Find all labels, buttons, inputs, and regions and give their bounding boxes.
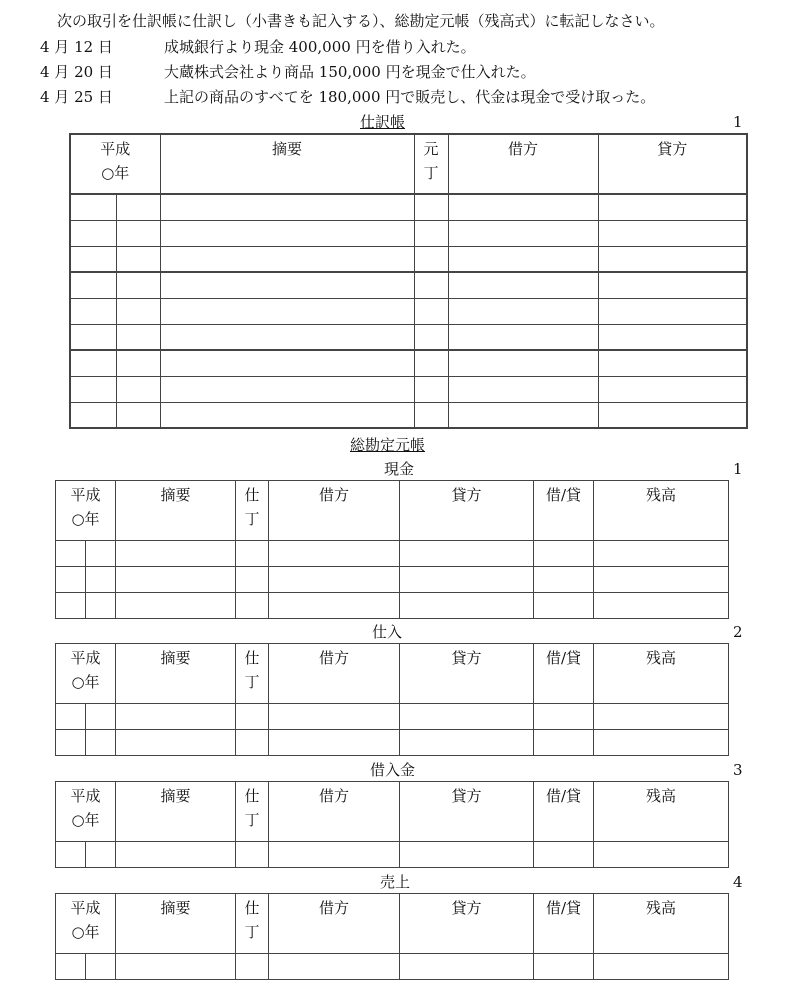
credit-cell[interactable] [400,567,534,593]
ledger-header-dr-cr: 借/貸 [534,894,594,954]
ref-cell[interactable] [414,402,448,428]
ledger-row [56,567,729,593]
month-cell[interactable] [70,194,116,220]
dr-cr-cell[interactable] [534,730,594,756]
dr-cr-cell[interactable] [534,567,594,593]
ledger-header-credit: 貸方 [400,782,534,842]
balance-cell[interactable] [594,541,729,567]
journal-header-credit: 貸方 [598,134,747,194]
account-name-cash: 現金 [384,460,415,478]
day-cell[interactable] [116,246,160,272]
ledger-row [56,842,729,868]
journal-header-debit: 借方 [448,134,598,194]
credit-cell[interactable] [598,402,747,428]
ledger-header-ref: 仕 丁 [236,644,269,704]
account-page-number: 2 [733,623,743,641]
day-cell[interactable] [86,704,116,730]
day-cell[interactable] [116,350,160,376]
ledger-header-summary: 摘要 [116,894,236,954]
month-cell[interactable] [56,567,86,593]
ledger-header-dr-cr: 借/貸 [534,782,594,842]
journal-row [70,298,747,324]
month-cell[interactable] [70,246,116,272]
ledger-header-ref: 仕 丁 [236,894,269,954]
transaction-text: 大蔵株式会社より商品 150,000 円を現金で仕入れた。 [164,63,536,81]
month-cell[interactable] [56,541,86,567]
ledger-row [56,730,729,756]
journal-row [70,376,747,402]
ref-cell[interactable] [414,246,448,272]
account-name-borrowings: 借入金 [370,761,416,779]
debit-cell[interactable] [448,324,598,350]
summary-cell[interactable] [116,842,236,868]
ledger-header-summary: 摘要 [116,644,236,704]
month-cell[interactable] [56,593,86,619]
ledger-table-cash [55,480,729,619]
credit-cell[interactable] [598,376,747,402]
summary-cell[interactable] [160,324,414,350]
month-cell[interactable] [70,350,116,376]
debit-cell[interactable] [448,376,598,402]
ref-cell[interactable] [236,954,269,980]
credit-cell[interactable] [598,220,747,246]
ledger-header-debit: 借方 [269,894,400,954]
debit-cell[interactable] [269,541,400,567]
summary-cell[interactable] [116,541,236,567]
balance-cell[interactable] [594,593,729,619]
ledger-header-summary: 摘要 [116,481,236,541]
ledger-header-credit: 貸方 [400,644,534,704]
ledger-header-debit: 借方 [269,782,400,842]
ref-cell[interactable] [414,220,448,246]
credit-cell[interactable] [598,272,747,298]
account-page-number: 3 [733,761,743,779]
journal-row [70,350,747,376]
month-cell[interactable] [70,298,116,324]
ledger-header-debit: 借方 [269,644,400,704]
ledger-header-balance: 残高 [594,782,729,842]
summary-cell[interactable] [160,220,414,246]
journal-header-summary: 摘要 [160,134,414,194]
transaction-line [40,88,655,106]
account-name-purchases: 仕入 [372,623,403,641]
transaction-date: 4 月 25 日 [40,88,113,106]
day-cell[interactable] [116,402,160,428]
ledger-header-credit: 貸方 [400,894,534,954]
month-cell[interactable] [56,842,86,868]
day-cell[interactable] [116,272,160,298]
summary-cell[interactable] [116,704,236,730]
debit-cell[interactable] [269,954,400,980]
day-cell[interactable] [86,541,116,567]
debit-cell[interactable] [269,593,400,619]
journal-table [69,133,748,429]
account-page-number: 4 [733,873,743,891]
ledger-row [56,541,729,567]
account-page-number: 1 [733,460,743,478]
summary-cell[interactable] [116,730,236,756]
ref-cell[interactable] [236,704,269,730]
journal-row [70,402,747,428]
debit-cell[interactable] [269,730,400,756]
transaction-date: 4 月 20 日 [40,63,113,81]
balance-cell[interactable] [594,704,729,730]
journal-title: 仕訳帳 [360,113,406,131]
transaction-text: 上記の商品のすべてを 180,000 円で販売し、代金は現金で受け取った。 [164,88,656,106]
ref-cell[interactable] [236,730,269,756]
day-cell[interactable] [86,954,116,980]
transaction-line [40,63,536,81]
summary-cell[interactable] [116,593,236,619]
journal-row [70,324,747,350]
day-cell[interactable] [86,730,116,756]
ref-cell[interactable] [414,298,448,324]
journal-row [70,194,747,220]
ledger-header-summary: 摘要 [116,782,236,842]
summary-cell[interactable] [160,298,414,324]
debit-cell[interactable] [448,298,598,324]
ref-cell[interactable] [236,593,269,619]
instruction-text: 次の取引を仕訳帳に仕訳し（小書きも記入する）、総勘定元帳（残高式）に転記しなさい。 [57,12,665,30]
ref-cell[interactable] [414,376,448,402]
balance-cell[interactable] [594,842,729,868]
ledger-header-balance: 残高 [594,894,729,954]
ledger-header-date: 平成 ○年 [56,481,116,541]
summary-cell[interactable] [116,567,236,593]
ledger-header-debit: 借方 [269,481,400,541]
ledger-row [56,704,729,730]
credit-cell[interactable] [400,593,534,619]
ledger-row [56,954,729,980]
ref-cell[interactable] [236,842,269,868]
debit-cell[interactable] [448,246,598,272]
credit-cell[interactable] [598,194,747,220]
day-cell[interactable] [116,220,160,246]
credit-cell[interactable] [400,730,534,756]
journal-header-ref: 元 丁 [414,134,448,194]
ledger-header-ref: 仕 丁 [236,481,269,541]
ref-cell[interactable] [236,567,269,593]
debit-cell[interactable] [448,272,598,298]
credit-cell[interactable] [598,350,747,376]
day-cell[interactable] [86,593,116,619]
ledger-title: 総勘定元帳 [350,436,426,454]
ledger-header-date: 平成 ○年 [56,644,116,704]
ledger-row [56,593,729,619]
day-cell[interactable] [116,298,160,324]
debit-cell[interactable] [269,842,400,868]
debit-cell[interactable] [448,350,598,376]
balance-cell[interactable] [594,954,729,980]
journal-row [70,272,747,298]
ledger-header-dr-cr: 借/貸 [534,481,594,541]
month-cell[interactable] [70,324,116,350]
ledger-header-balance: 残高 [594,481,729,541]
transaction-date: 4 月 12 日 [40,38,113,56]
month-cell[interactable] [56,954,86,980]
month-cell[interactable] [70,402,116,428]
ledger-header-balance: 残高 [594,644,729,704]
month-cell[interactable] [70,376,116,402]
debit-cell[interactable] [448,220,598,246]
ref-cell[interactable] [414,272,448,298]
ref-cell[interactable] [414,350,448,376]
day-cell[interactable] [86,842,116,868]
journal-page-number: 1 [733,113,743,131]
dr-cr-cell[interactable] [534,842,594,868]
ledger-header-date: 平成 ○年 [56,894,116,954]
journal-row [70,246,747,272]
balance-cell[interactable] [594,730,729,756]
day-cell[interactable] [116,376,160,402]
debit-cell[interactable] [269,704,400,730]
ledger-header-dr-cr: 借/貸 [534,644,594,704]
dr-cr-cell[interactable] [534,593,594,619]
ref-cell[interactable] [236,541,269,567]
summary-cell[interactable] [160,194,414,220]
day-cell[interactable] [116,194,160,220]
credit-cell[interactable] [598,298,747,324]
transaction-text: 成城銀行より現金 400,000 円を借り入れた。 [164,38,476,56]
journal-row [70,220,747,246]
journal-header-date: 平成 ○年 [70,134,160,194]
ref-cell[interactable] [414,324,448,350]
day-cell[interactable] [116,324,160,350]
summary-cell[interactable] [116,954,236,980]
summary-cell[interactable] [160,246,414,272]
summary-cell[interactable] [160,350,414,376]
ledger-header-credit: 貸方 [400,481,534,541]
ledger-header-ref: 仕 丁 [236,782,269,842]
debit-cell[interactable] [448,402,598,428]
credit-cell[interactable] [400,704,534,730]
ref-cell[interactable] [414,194,448,220]
month-cell[interactable] [70,272,116,298]
debit-cell[interactable] [269,567,400,593]
summary-cell[interactable] [160,402,414,428]
month-cell[interactable] [56,730,86,756]
dr-cr-cell[interactable] [534,954,594,980]
account-name-sales: 売上 [380,873,411,891]
month-cell[interactable] [70,220,116,246]
ledger-table-borrowings [55,781,729,868]
balance-cell[interactable] [594,567,729,593]
ledger-table-sales [55,893,729,980]
credit-cell[interactable] [400,954,534,980]
debit-cell[interactable] [448,194,598,220]
dr-cr-cell[interactable] [534,541,594,567]
credit-cell[interactable] [400,541,534,567]
summary-cell[interactable] [160,272,414,298]
credit-cell[interactable] [400,842,534,868]
credit-cell[interactable] [598,246,747,272]
month-cell[interactable] [56,704,86,730]
ledger-table-purchases [55,643,729,756]
credit-cell[interactable] [598,324,747,350]
ledger-header-date: 平成 ○年 [56,782,116,842]
dr-cr-cell[interactable] [534,704,594,730]
summary-cell[interactable] [160,376,414,402]
transaction-line [40,38,476,56]
day-cell[interactable] [86,567,116,593]
